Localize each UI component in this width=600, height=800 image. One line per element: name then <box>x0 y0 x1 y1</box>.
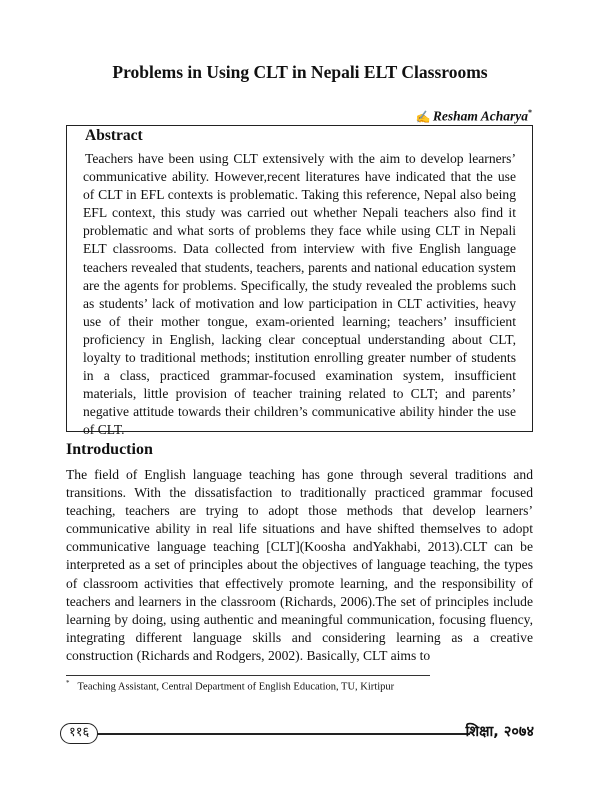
abstract-box <box>66 125 533 438</box>
author-name: Resham Acharya <box>432 108 528 124</box>
abstract-heading: Abstract <box>85 127 143 144</box>
page-number: ११६ <box>60 723 98 744</box>
footnote-mark: * <box>66 679 70 687</box>
introduction-heading: Introduction <box>66 441 153 458</box>
author-line <box>416 108 532 125</box>
article-title: Problems in Using CLT in Nepali ELT Classrooms <box>112 62 488 82</box>
footer-divider <box>90 733 470 735</box>
author-footnote-mark: * <box>528 108 532 117</box>
footnote <box>66 679 394 693</box>
abstract-text: Teachers have been using CLT extensively with the aim to develop learners’ communicative ability. However,recent literatures have indicated that the use of CLT in EFL contexts is problematic. Taking this reference, Nepal also being EFL context, this study was carried out whether Nepali teachers also find it problematic and what sorts of problems they face while using CLT in Nepali ELT classrooms. Data collected from interview with five English language teachers revealed that students, teachers, parents and national education system are the agents for problems. Specifically, the study revealed the problems such as students’ lack of motivation and low participation in CLT activities, heavy use of their mother tongue, exam-oriented learning; teachers’ insufficient proficiency in English, lacking clear conceptual understanding about CLT, loyalty to traditional methods; institution enrolling greater number of students in a class, practiced grammar-focused examination system, insufficient materials, little provision of teacher training related to CLT; and parents’ negative attitude towards their children’s communicative ability hinder the use of CLT. <box>83 151 516 438</box>
pen-writing-icon: ✍ <box>415 109 431 124</box>
footnote-text: Teaching Assistant, Central Department of English Education, TU, Kirtipur <box>77 681 395 693</box>
journal-name: शिक्षा, २०७४ <box>465 724 534 740</box>
introduction-text: The field of English language teaching has gone through several traditions and transitions. With the dissatisfaction to traditionally practiced grammar focused teaching, teachers are trying to adopt those methods that develop learners’ communicative ability in real life situations and have shifted themselves to adopt communicative language teaching [CLT](Koosha andYakhabi, 2013).CLT can be interpreted as a set of principles about the objectives of language teaching, the types of classroom activities that effectively promote learning, and the responsibility of teachers and learners in the classroom (Richards, 2006).The set of principles include learning by doing, using authentic and meaningful communication, focusing fluency, integrating different language skills and considering learning as a creative construction (Richards and Rodgers, 2002). Basically, CLT aims to <box>66 467 533 663</box>
footnote-divider <box>66 675 430 676</box>
